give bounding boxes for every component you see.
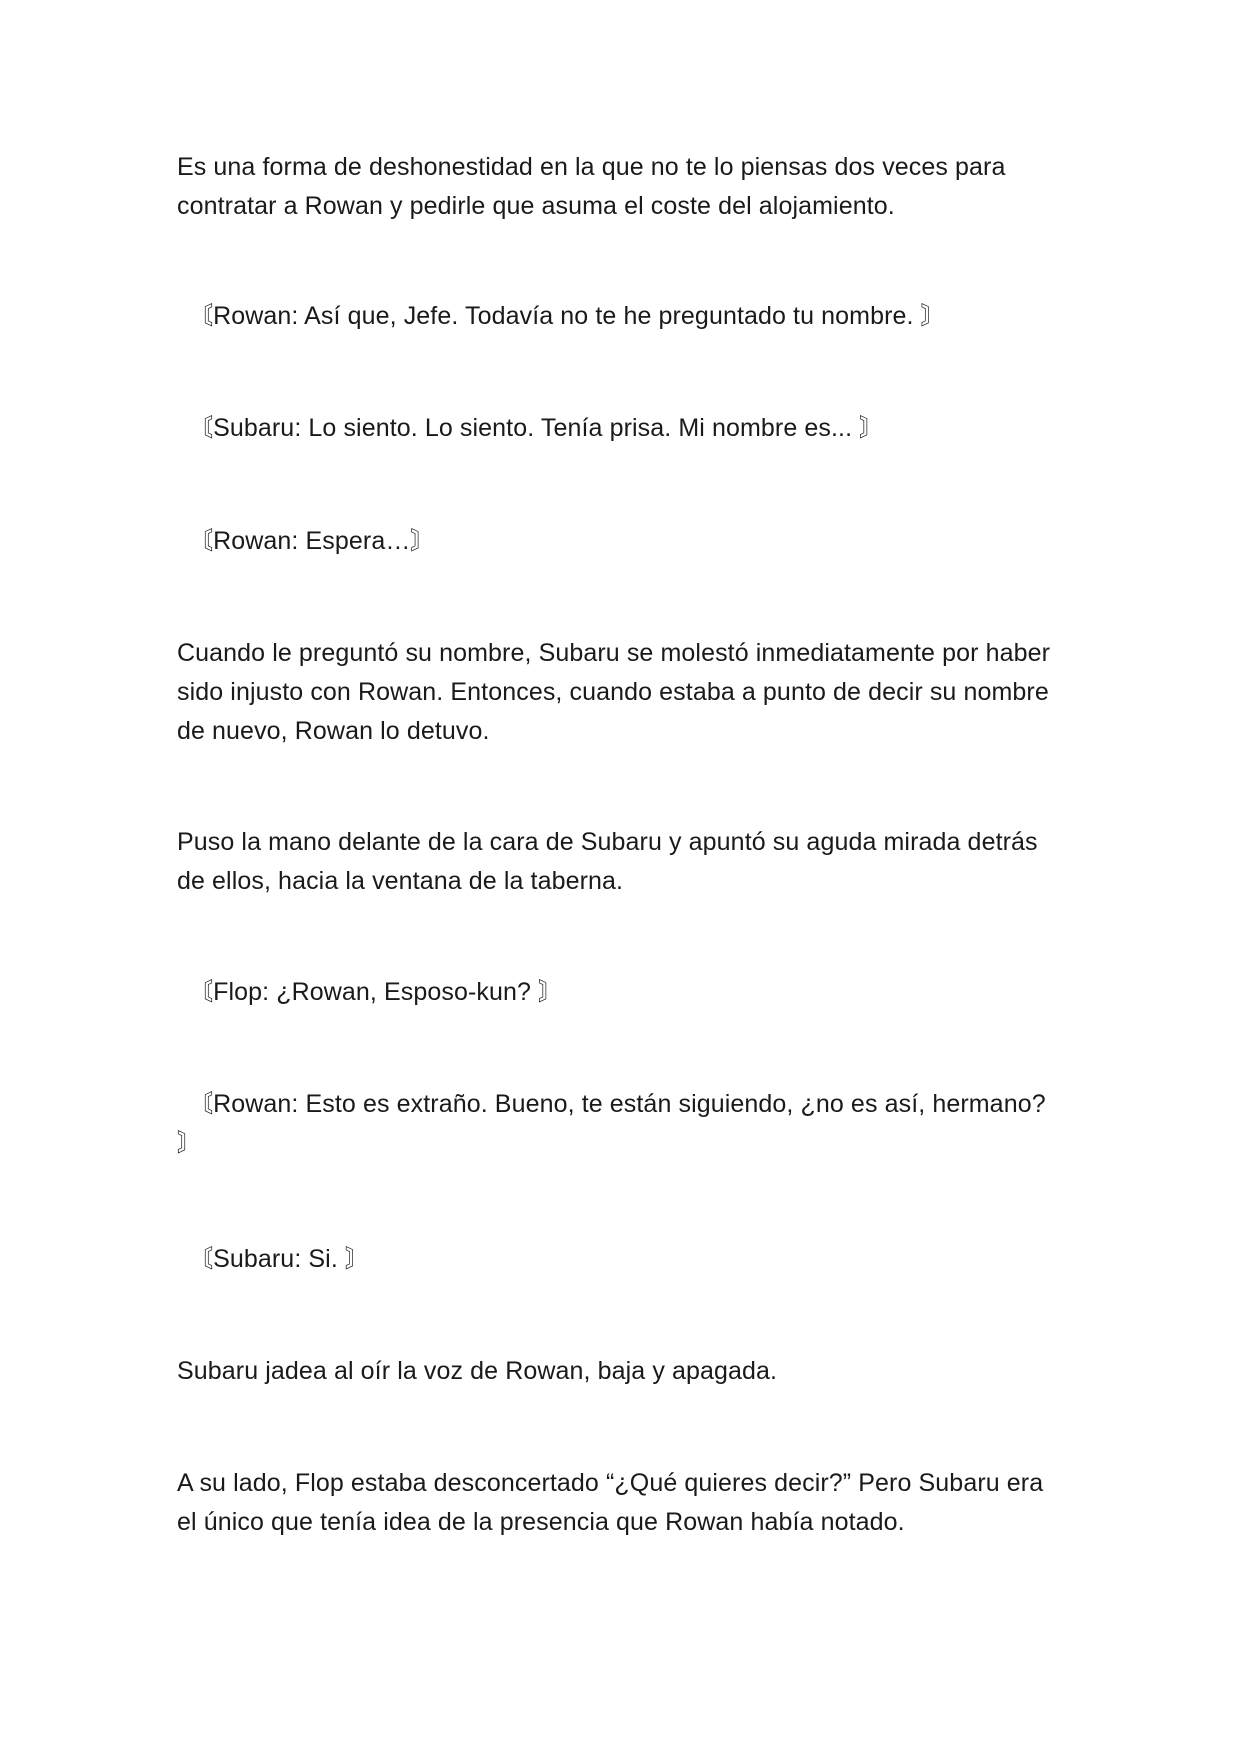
dialogue-rowan-3: 〘Rowan: Esto es extraño. Bueno, te están siguiendo, ¿no es así, hermano? 〙 [177,1090,1046,1157]
paragraph-narration-3: Puso la mano delante de la cara de Subaru y apuntó su aguda mirada detrás de ellos, hacia la ventana de la taberna. [177,828,1038,895]
dialogue-subaru-2: 〘Subaru: Si. 〙 [188,1245,371,1273]
dialogue-flop-1: 〘Flop: ¿Rowan, Esposo-kun? 〙 [188,978,564,1006]
paragraph-narration-4: Subaru jadea al oír la voz de Rowan, baja y apagada. [177,1357,778,1385]
paragraph-narration-2: Cuando le preguntó su nombre, Subaru se molestó inmediatamente por haber sido injusto con Rowan. Entonces, cuando estaba a punto de decir su nombre de nuevo, Rowan lo detuvo. [177,639,1051,745]
dialogue-rowan-2: 〘Rowan: Espera…〙 [188,527,436,555]
paragraph-narration-1: Es una forma de deshonestidad en la que no te lo piensas dos veces para contratar a Rowan y pedirle que asuma el coste del alojamiento. [177,153,1006,220]
paragraph-narration-5: A su lado, Flop estaba desconcertado “¿Qué quieres decir?” Pero Subaru era el único que tenía idea de la presencia que Rowan había notado. [177,1469,1044,1536]
dialogue-rowan-1: 〘Rowan: Así que, Jefe. Todavía no te he preguntado tu nombre. 〙 [188,302,946,330]
dialogue-subaru-1: 〘Subaru: Lo siento. Lo siento. Tenía prisa. Mi nombre es... 〙 [188,414,885,442]
